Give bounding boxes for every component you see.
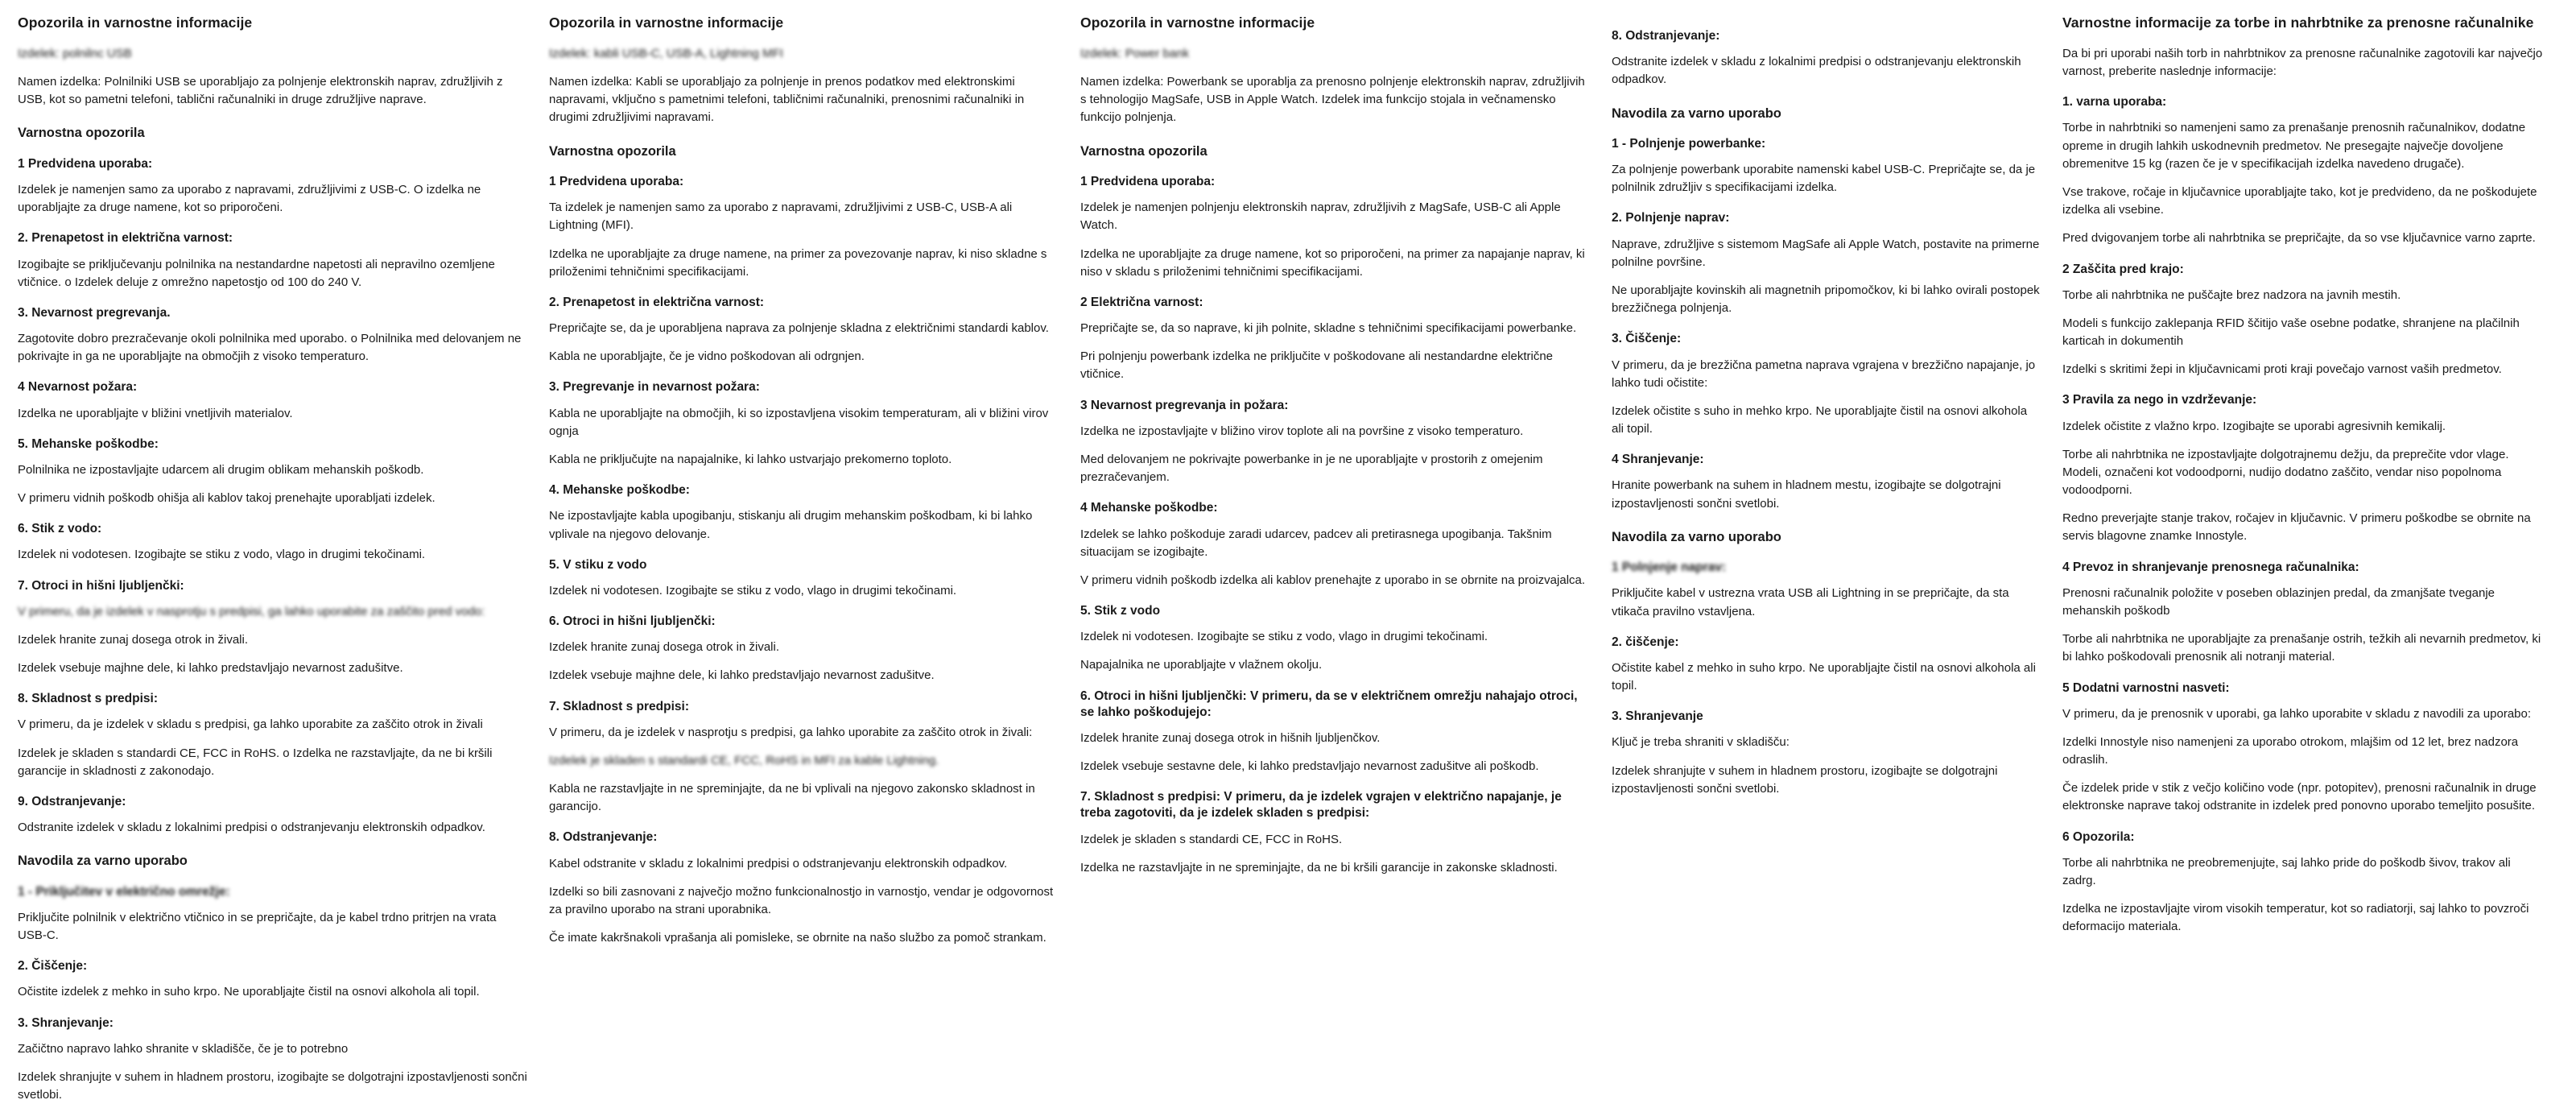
subsection-heading: 5 Dodatni varnostni nasveti: xyxy=(2062,680,2230,695)
subsection-heading: 7. Skladnost s predpisi: V primeru, da je izdelek vgrajen v električno napajanje, je treba zagotoviti, da je izdelek skladen s predpisi: xyxy=(1080,790,1562,821)
body-paragraph: Izdelek hranite zunaj dosega otrok in hišnih ljubljenčkov. xyxy=(1080,730,1381,745)
body-paragraph: Polnilnika ne izpostavljajte udarcem ali drugim oblikam mehanskih poškodb. xyxy=(18,462,424,477)
subsection-heading: 2. Polnjenje naprav: xyxy=(1612,211,1730,225)
subsection-heading: 2. Čiščenje: xyxy=(18,959,88,974)
body-paragraph: Izdelka ne izpostavljajte virom visokih temperatur, kot so radiatorji, saj lahko to povzroči deformacijo materiala. xyxy=(2062,902,2529,934)
body-paragraph: Torbe ali nahrbtnika ne izpostavljajte dolgotrajnemu dežju, da preprečite vdor vlage. Modeli, označeni kot vodoodporni, nudijo dodatno zaščito, vendar niso popolnoma vodoodporni. xyxy=(2062,447,2509,498)
subsection-heading: 5. Mehanske poškodbe: xyxy=(18,436,159,451)
subsection-heading: 3 Pravila za nego in vzdrževanje: xyxy=(2062,393,2257,407)
body-paragraph: Izdelka ne uporabljajte v bližini vnetljivih materialov. xyxy=(18,406,293,420)
body-paragraph: Izdelek ni vodotesen. Izogibajte se stiku z vodo, vlago in drugimi tekočinami. xyxy=(18,548,426,562)
body-paragraph: Hranite powerbank na suhem in hladnem mestu, izogibajte se dolgotrajni izpostavljenosti sončni svetlobi. xyxy=(1612,478,2001,511)
subsection-heading: 1 - Priključitev v električno omrežje: xyxy=(18,884,230,899)
body-paragraph: Torbe ali nahrbtnika ne preobremenjujte, saj lahko pride do poškodb šivov, trakov ali zadrg. xyxy=(2062,855,2511,887)
body-paragraph: Namen izdelka: Powerbank se uporablja za prenosno polnjenje elektronskih naprav, združljivih s tehnologijo MagSafe, USB in Apple Watch. Izdelek ima funkcijo stojala in večnamensko funkcijo polnjenja. xyxy=(1080,75,1585,125)
subsection-heading: 6. Stik z vodo: xyxy=(18,522,102,536)
section-heading: Navodila za varno uporabo xyxy=(1612,529,1781,544)
column-powerbank-care xyxy=(1612,14,2062,798)
body-paragraph: Izdelek: kabli USB-C, USB-A, Lightning MFI xyxy=(549,46,783,60)
body-paragraph: Kabla ne priključujte na napajalnike, ki lahko ustvarjajo prekomerno toploto. xyxy=(549,452,952,466)
subsection-heading: 1 Predvidena uporaba: xyxy=(1080,175,1216,189)
body-paragraph: Začičtno napravo lahko shranite v skladišče, če je to potrebno xyxy=(18,1041,349,1056)
body-paragraph: V primeru, da je brezžična pametna naprava vgrajena v brezžično napajanje, jo lahko tudi očistite: xyxy=(1612,358,2036,390)
body-paragraph: Izdelki Innostyle niso namenjeni za uporabo otrokom, mlajšim od 12 let, brez nadzora odraslih. xyxy=(2062,734,2519,767)
subsection-heading: 8. Odstranjevanje: xyxy=(549,830,658,845)
subsection-heading: 8. Odstranjevanje: xyxy=(1612,29,1720,43)
body-paragraph: Izdelek vsebuje sestavne dele, ki lahko predstavljajo nevarnost zadušitve ali poškodb. xyxy=(1080,759,1539,774)
body-paragraph: Ne uporabljajte kovinskih ali magnetnih pripomočkov, ki bi lahko ovirali postopek brezžičnega polnjenja. xyxy=(1612,283,2040,316)
section-heading: Varnostna opozorila xyxy=(1080,143,1208,159)
body-paragraph: V primeru, da je izdelek v nasprotju s predpisi, ga lahko uporabite za zaščito pred vodo: xyxy=(18,604,485,618)
body-paragraph: Izdelka ne razstavljajte in ne spreminjajte, da ne bi kršili garancije in zakonske skladnosti. xyxy=(1080,860,1558,875)
body-paragraph: Namen izdelka: Kabli se uporabljajo za polnjenje in prenos podatkov med elektronskimi napravami, vključno s pametnimi telefoni, tabličnimi računalniki, prenosnimi računalniki in drugimi združljivimi napravami. xyxy=(549,75,1025,125)
body-paragraph: Izdelek shranjujte v suhem in hladnem prostoru, izogibajte se dolgotrajni izpostavljenosti sončni svetlobi. xyxy=(1612,763,1998,796)
subsection-heading: 3. Čiščenje: xyxy=(1612,332,1682,346)
column-backpacks xyxy=(2062,14,2545,937)
page-title: Opozorila in varnostne informacije xyxy=(1080,14,1315,31)
subsection-heading: 2 Električna varnost: xyxy=(1080,295,1203,309)
subsection-heading: 6. Otroci in hišni ljubljenčki: V primeru, da se v električnem omrežju nahajajo otroci, se lahko poškodujejo: xyxy=(1080,688,1578,719)
subsection-heading: 1 Predvidena uporaba: xyxy=(18,156,153,171)
body-paragraph: Izdelek je namenjen polnjenju elektronskih naprav, združljivih z MagSafe, USB-C ali Apple Watch. xyxy=(1080,201,1561,233)
subsection-heading: 2. Prenapetost in električna varnost: xyxy=(549,295,765,309)
subsection-heading: 5. Stik z vodo xyxy=(1080,604,1161,618)
page-title: Varnostne informacije za torbe in nahrbtnike za prenosne računalnike xyxy=(2062,14,2534,31)
body-paragraph: Izdelek je skladen s standardi CE, FCC, RoHS in MFI za kable Lightning. xyxy=(549,753,939,767)
body-paragraph: Ključ je treba shraniti v skladišču: xyxy=(1612,735,1790,750)
body-paragraph: Kabla ne uporabljajte na območjih, ki so izpostavljena visokim temperaturam, ali v bližini virov ognja xyxy=(549,406,1049,438)
body-paragraph: Vse trakove, ročaje in ključavnice uporabljajte tako, kot je predvideno, da ne poškodujete izdelka ali vsebine. xyxy=(2062,184,2537,217)
body-paragraph: Kabel odstranite v skladu z lokalnimi predpisi o odstranjevanju elektronskih odpadkov. xyxy=(549,856,1008,870)
subsection-heading: 7. Otroci in hišni ljubljenčki: xyxy=(18,578,184,593)
subsection-heading: 8. Skladnost s predpisi: xyxy=(18,692,158,706)
body-paragraph: Da bi pri uporabi naših torb in nahrbtnikov za prenosne računalnike zagotovili kar največjo varnost, preberite naslednje informacije: xyxy=(2062,46,2543,79)
body-paragraph: Izdelek: Power bank xyxy=(1080,46,1190,60)
body-paragraph: Izdelek shranjujte v suhem in hladnem prostoru, izogibajte se dolgotrajni izpostavljenosti sončni svetlobi. xyxy=(18,1069,527,1102)
body-paragraph: Izogibajte se priključevanju polnilnika na nestandardne napetosti ali nepravilno ozemljene vtičnice. o Izdelek deluje z omrežno napetostjo od 100 do 240 V. xyxy=(18,257,495,289)
body-paragraph: Ta izdelek je namenjen samo za uporabo z napravami, združljivimi z USB-C, USB-A ali Lightning (MFI). xyxy=(549,201,1013,233)
body-paragraph: V primeru, da je prenosnik v uporabi, ga lahko uporabite v skladu z navodili za uporabo: xyxy=(2062,706,2532,721)
subsection-heading: 4 Nevarnost požara: xyxy=(18,380,138,395)
body-paragraph: Prepričajte se, da je uporabljena naprava za polnjenje skladna z električnimi standardi kablov. xyxy=(549,321,1049,336)
subsection-heading: 3. Shranjevanje: xyxy=(18,1015,114,1030)
column-powerbank xyxy=(1080,14,1612,877)
subsection-heading: 1 - Polnjenje powerbanke: xyxy=(1612,136,1766,151)
body-paragraph: Torbe ali nahrbtnika ne uporabljajte za prenašanje ostrih, težkih ali nevarnih predmetov, ki bi lahko poškodovali prenosnik ali notranji material. xyxy=(2062,632,2541,664)
body-paragraph: Pred dvigovanjem torbe ali nahrbtnika se prepričajte, da so vse ključavnice varno zaprte. xyxy=(2062,231,2536,246)
body-paragraph: Izdelek vsebuje majhne dele, ki lahko predstavljajo nevarnost zadušitve. xyxy=(18,661,403,676)
subsection-heading: 4. Mehanske poškodbe: xyxy=(549,483,690,498)
body-paragraph: Izdelek vsebuje majhne dele, ki lahko predstavljajo nevarnost zadušitve. xyxy=(549,668,935,683)
body-paragraph: Kabla ne uporabljajte, če je vidno poškodovan ali odrgnjen. xyxy=(549,349,865,364)
body-paragraph: Modeli s funkcijo zaklepanja RFID ščitijo vaše osebne podatke, shranjene na plačilnih karticah in dokumentih xyxy=(2062,316,2520,349)
section-heading: Navodila za varno uporabo xyxy=(18,854,188,869)
body-paragraph: V primeru, da je izdelek v nasprotju s predpisi, ga lahko uporabite za zaščito otrok in živali: xyxy=(549,725,1033,739)
body-paragraph: Zagotovite dobro prezračevanje okoli polnilnika med uporabo. o Polnilnika med delovanjem ne pokrivajte in ga ne uporabljajte na območjih z visoko temperaturo. xyxy=(18,332,522,364)
body-paragraph: Očistite kabel z mehko in suho krpo. Ne uporabljajte čistil na osnovi alkohola ali topil. xyxy=(1612,660,2036,693)
subsection-heading: 2 Zaščita pred krajo: xyxy=(2062,262,2184,276)
subsection-heading: 2. Prenapetost in električna varnost: xyxy=(18,231,233,246)
body-paragraph: Izdelek ni vodotesen. Izogibajte se stiku z vodo, vlago in drugimi tekočinami. xyxy=(549,583,957,597)
body-paragraph: V primeru vidnih poškodb ohišja ali kablov takoj prenehajte uporabljati izdelek. xyxy=(18,491,436,506)
body-paragraph: Med delovanjem ne pokrivajte powerbanke in je ne uporabljajte v prostorih z omejenim prezračevanjem. xyxy=(1080,452,1543,485)
page-title: Opozorila in varnostne informacije xyxy=(18,14,253,31)
body-paragraph: Izdelki s skritimi žepi in ključavnicami proti kraji povečajo varnost vaših predmetov. xyxy=(2062,362,2502,377)
subsection-heading: 4 Shranjevanje: xyxy=(1612,453,1704,467)
body-paragraph: Naprave, združljive s sistemom MagSafe ali Apple Watch, postavite na primerne polnilne površine. xyxy=(1612,237,2040,269)
page-title: Opozorila in varnostne informacije xyxy=(549,14,784,31)
body-paragraph: Izdelek: polnilnc USB xyxy=(18,46,132,60)
body-paragraph: Kabla ne razstavljajte in ne spreminjajte, da ne bi vplivali na njegovo zakonsko skladnost in garancijo. xyxy=(549,782,1035,814)
body-paragraph: Priključite polnilnik v električno vtičnico in se prepričajte, da je kabel trdno pritrjen na vrata USB-C. xyxy=(18,910,497,943)
body-paragraph: Odstranite izdelek v skladu z lokalnimi predpisi o odstranjevanju elektronskih odpadkov. xyxy=(18,821,485,835)
body-paragraph: Izdelek ni vodotesen. Izogibajte se stiku z vodo, vlago in drugimi tekočinami. xyxy=(1080,630,1488,644)
section-heading: Varnostna opozorila xyxy=(549,143,676,159)
body-paragraph: Izdelek se lahko poškoduje zaradi udarcev, padcev ali pretirasnega upogibanja. Takšnim situacijam se izogibajte. xyxy=(1080,527,1552,559)
subsection-heading: 3. Nevarnost pregrevanja. xyxy=(18,305,171,320)
column-usb-a-lightning xyxy=(549,14,1080,947)
subsection-heading: 4 Mehanske poškodbe: xyxy=(1080,501,1218,515)
body-paragraph: Za polnjenje powerbank uporabite namenski kabel USB-C. Prepričajte se, da je polnilnik združljiv s specifikacijami izdelka. xyxy=(1612,163,2036,195)
subsection-heading: 3 Nevarnost pregrevanja in požara: xyxy=(1080,398,1289,412)
subsection-heading: 3. Shranjevanje xyxy=(1612,709,1703,724)
body-paragraph: Redno preverjajte stanje trakov, ročajev in ključavnic. V primeru poškodbe se obrnite na servis blagovne znamke Innostyle. xyxy=(2062,511,2531,544)
subsection-heading: 5. V stiku z vodo xyxy=(549,557,647,572)
body-paragraph: Prepričajte se, da so naprave, ki jih polnite, skladne s tehničnimi specifikacijami powerbanke. xyxy=(1080,321,1577,336)
body-paragraph: Če imate kakršnakoli vprašanja ali pomisleke, se obrnite na našo službo za pomoč strankam. xyxy=(549,931,1046,945)
subsection-heading: 2. čiščenje: xyxy=(1612,635,1679,649)
subsection-heading: 6. Otroci in hišni ljubljenčki: xyxy=(549,614,716,629)
body-paragraph: Če izdelek pride v stik z večjo količino vode (npr. potopitev), prenosni računalnik in druge elektronske naprave takoj odstranite in izdelek pred ponovno uporabo temeljito posušite. xyxy=(2062,781,2537,813)
body-paragraph: Izdelek očistite s suho in mehko krpo. Ne uporabljajte čistil na osnovi alkohola ali topil. xyxy=(1612,403,2028,436)
subsection-heading: 1. varna uporaba: xyxy=(2062,95,2167,110)
subsection-heading: 3. Pregrevanje in nevarnost požara: xyxy=(549,380,760,395)
subsection-heading: 1 Predvidena uporaba: xyxy=(549,175,684,189)
section-heading: Varnostna opozorila xyxy=(18,126,145,141)
body-paragraph: Izdelek očistite z vlažno krpo. Izogibajte se uporabi agresivnih kemikalij. xyxy=(2062,419,2446,433)
section-heading: Navodila za varno uporabo xyxy=(1612,105,1781,121)
body-paragraph: Izdelek je skladen s standardi CE, FCC in RoHS. o Izdelka ne razstavljajte, da ne bi kršili garancije in skladnosti z zakonodajo. xyxy=(18,746,493,778)
subsection-heading: 4 Prevoz in shranjevanje prenosnega računalnika: xyxy=(2062,560,2359,574)
subsection-heading: 1 Polnjenje naprav: xyxy=(1612,560,1727,575)
column-usb-cable xyxy=(18,14,549,1104)
subsection-heading: 9. Odstranjevanje: xyxy=(18,795,126,808)
body-paragraph: Prenosni računalnik položite v poseben oblazinjen predal, da zmanjšate tveganje mehanskih poškodb xyxy=(2062,585,2496,618)
body-paragraph: Priključite kabel v ustrezna vrata USB ali Lightning in se prepričajte, da sta vtikača pravilno vstavljena. xyxy=(1612,586,2009,618)
body-paragraph: Pri polnjenju powerbank izdelka ne priključite v poškodovane ali nestandardne električne vtičnice. xyxy=(1080,349,1554,382)
body-paragraph: Izdelka ne uporabljajte za druge namene, kot so priporočeni, na primer za napajanje naprav, ki niso v skladu s priloženimi tehničnimi specifikacijami. xyxy=(1080,246,1585,279)
body-paragraph: Napajalnika ne uporabljajte v vlažnem okolju. xyxy=(1080,658,1323,672)
body-paragraph: Torbe ali nahrbtnika ne puščajte brez nadzora na javnih mestih. xyxy=(2062,287,2401,302)
body-paragraph: Izdelek je namenjen samo za uporabo z napravami, združljivimi z USB-C. O izdelka ne uporabljajte za druge namene, kot so priporočeni. xyxy=(18,183,481,215)
body-paragraph: Odstranite izdelek v skladu z lokalnimi predpisi o odstranjevanju elektronskih odpadkov. xyxy=(1612,55,2021,87)
body-paragraph: Ne izpostavljajte kabla upogibanju, stiskanju ali drugim mehanskim poškodbam, ki bi lahko vplivale na njegovo delovanje. xyxy=(549,509,1033,541)
body-paragraph: Izdelek hranite zunaj dosega otrok in živali. xyxy=(549,640,779,655)
body-paragraph: Izdelek hranite zunaj dosega otrok in živali. xyxy=(18,632,248,647)
body-paragraph: V primeru vidnih poškodb izdelka ali kablov prenehajte z uporabo in se obrnite na proizvajalca. xyxy=(1080,573,1586,587)
body-paragraph: Izdelek je skladen s standardi CE, FCC in RoHS. xyxy=(1080,832,1343,846)
body-paragraph: Namen izdelka: Polnilniki USB se uporabljajo za polnjenje elektronskih naprav, združljivih z USB, kot so pametni telefoni, tablični računalniki in druge združljive naprave. xyxy=(18,75,503,107)
body-paragraph: Izdelka ne uporabljajte za druge namene, na primer za povezovanje naprav, ki niso skladne s priloženimi tehničnimi specifikacijami. xyxy=(549,246,1047,279)
body-paragraph: Torbe in nahrbtniki so namenjeni samo za prenašanje prenosnih računalnikov, dodatne opreme in drugih lahkih uskodnevnih predmetov. Ne presegajte največje dovoljene obremenitve 15 kg (razen če je v specifikacijah izdelka navedeno drugače). xyxy=(2062,121,2526,171)
subsection-heading: 6 Opozorila: xyxy=(2062,829,2135,844)
body-paragraph: Izdelki so bili zasnovani z največjo možno funkcionalnostjo in varnostjo, vendar je odgovornost za pravilno uporabo na strani uporabnika. xyxy=(549,884,1054,916)
body-paragraph: Očistite izdelek z mehko in suho krpo. Ne uporabljajte čistil na osnovi alkohola ali topil. xyxy=(18,985,480,999)
body-paragraph: V primeru, da je izdelek v skladu s predpisi, ga lahko uporabite za zaščito otrok in živali xyxy=(18,717,483,732)
body-paragraph: Izdelka ne izpostavljajte v bližino virov toplote ali na površine z visoko temperaturo. xyxy=(1080,424,1524,438)
subsection-heading: 7. Skladnost s predpisi: xyxy=(549,699,689,713)
